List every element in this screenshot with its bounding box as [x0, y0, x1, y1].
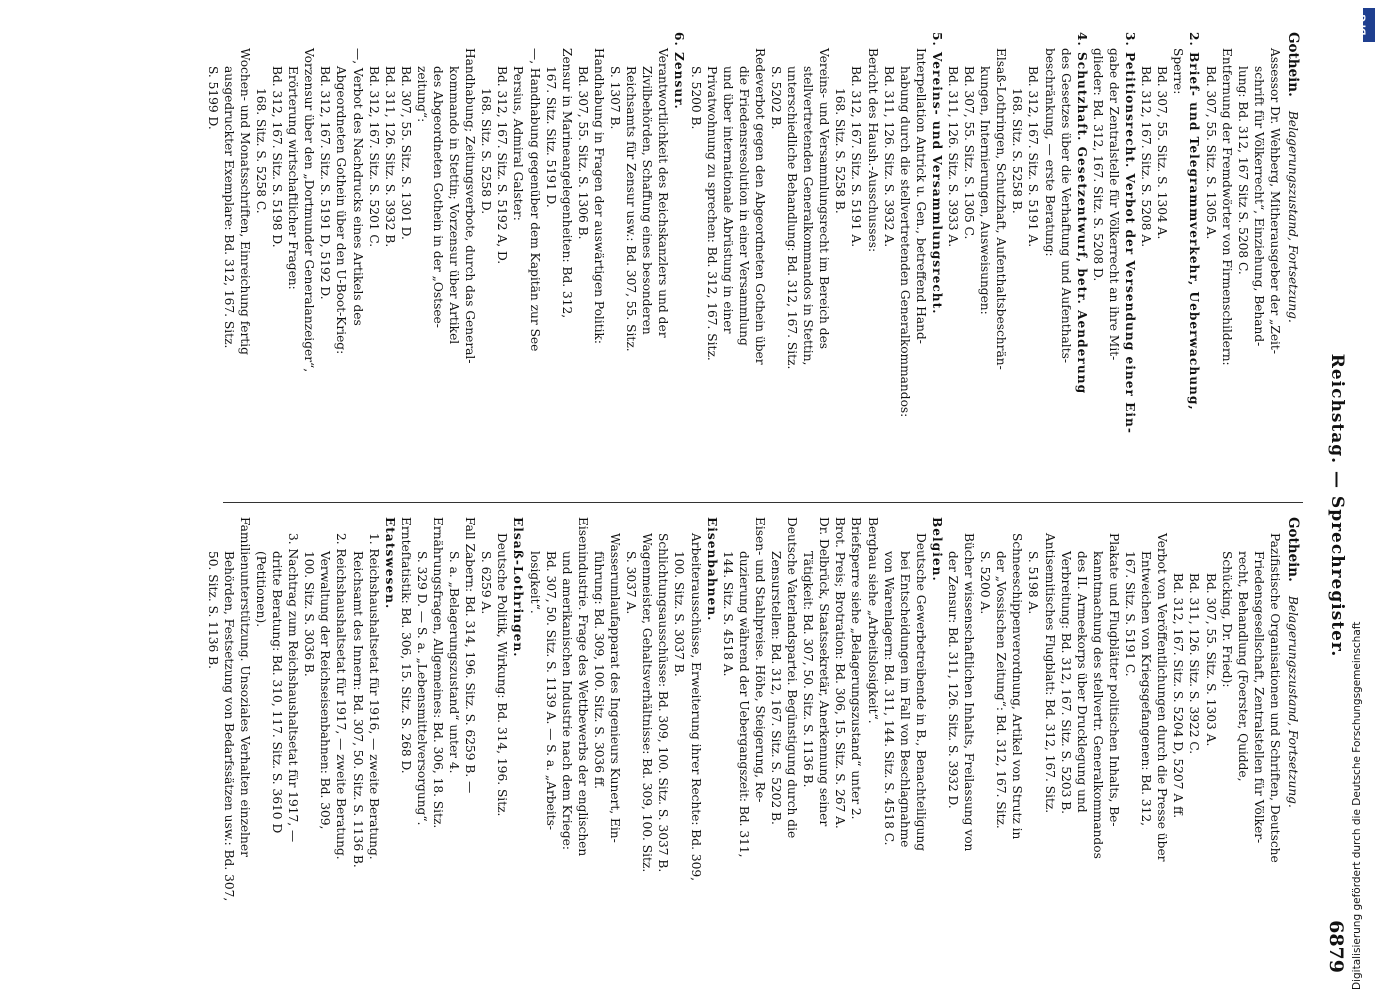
- index-entry-line: Reichsamt des Innern: Bd. 307, 50. Sitz. S. 1136 B.: [350, 551, 365, 868]
- index-entry-line: Bd. 307, 55. Sitz. S. 1305 C.: [962, 66, 977, 240]
- index-entry-line: Wagenmeister, Gehaltsverhältnisse: Bd. 309, 100. Sitz.: [640, 533, 655, 873]
- page-number: 6879: [1325, 920, 1347, 973]
- index-entry-line: Bd. 312, 167. Sitz. S. 5201 C.: [366, 66, 381, 248]
- index-entry-line: Deutsche Politik, Wirkung: Bd. 314, 196. Sitz.: [495, 533, 510, 817]
- index-entry-line: —, Verbot des Nachdrucks eines Artikels des: [350, 48, 365, 326]
- index-entry-line: Schlichtungsausschüsse: Bd. 309, 100. Sitz. S. 3037 B.: [656, 533, 671, 873]
- index-entry-line: Fall Zabern: Bd. 314, 196. Sitz. S. 6259 B. —: [463, 517, 478, 794]
- index-entry-line: Reichsamts für Zensur usw.: Bd. 307, 55. Sitz.: [624, 66, 639, 352]
- index-entry-line: Zensur in Marineangelegenheiten: Bd. 312,: [559, 48, 574, 319]
- index-entry-line: Elsaß-Lothringen, Schutzhaft, Aufenthaltsbeschrän-: [994, 48, 1009, 370]
- index-entry-line: 3. Nachtrag zum Reichshaushaltsetat für 1917, —: [286, 533, 301, 843]
- index-entry-line: des Abgeordneten Gothein in der „Ostsee-: [431, 66, 446, 328]
- index-entry-line: Entweichen von Kriegsgefangenen: Bd. 312,: [1139, 551, 1154, 827]
- index-entry-line: Bd. 311, 126. Sitz. S. 3932 B.: [382, 66, 397, 248]
- index-entry-line: (Petitionen).: [254, 551, 268, 628]
- dfg-credit-text: Digitalisierung gefördert durch die Deutsche Forschungsgemeinschaft: [1351, 621, 1363, 990]
- index-entry-line: 167. Sitz. Sitz. 5191 D.: [543, 66, 558, 208]
- index-entry-line: S. 5200 A.: [978, 551, 993, 615]
- index-entry-line: Bergbau siehe „Arbeitslosigkeit“.: [865, 517, 880, 724]
- section-heading: 5. Vereins- und Versammlungsrecht.: [929, 32, 944, 315]
- index-entry-line: Brot. Preis; Brotration: Bd. 306, 15. Sitz. S. 267 A.: [833, 517, 848, 829]
- index-entry-line: Interpellation Antrick u. Gen., betreffend Hand-: [913, 48, 928, 344]
- index-entry-line: Privatwohnung zu sprechen: Bd. 312, 167. Sitz.: [704, 66, 719, 361]
- running-title: Reichstag. — Sprechregister.: [1327, 353, 1347, 658]
- digitization-sidebar: [1347, 10, 1377, 990]
- index-entry-line: Bd. 307, 55. Sitz. S. 1304 A.: [1155, 66, 1170, 240]
- index-entry-line: 100. Sitz. S. 3037 B.: [672, 551, 687, 677]
- index-entry-line: des II. Armeekorps über Drucklegung und: [1074, 551, 1089, 813]
- index-entry-line: Pazifistische Organisationen und Schriften, Deutsche: [1267, 533, 1282, 863]
- index-entry-line: glieder: Bd. 312, 167. Sitz. S. 5208 D.: [1090, 48, 1105, 282]
- index-entry-line: schrift für Völkerrecht“, Einziehung, Behand-: [1251, 66, 1266, 347]
- index-entry-line: kungen, Internierungen, Ausweisungen:: [978, 66, 993, 315]
- entry-lines: [205, 517, 1283, 957]
- index-entry-line: Entfernung der Fremdwörter von Firmenschildern:: [1219, 48, 1234, 366]
- index-entry-line: S. 3037 A.: [624, 551, 639, 615]
- index-entry-line: führung: Bd. 309, 100. Sitz. S. 3036 ff.: [591, 551, 606, 790]
- index-entry-line: 2. Reichshaushaltsetat für 1917, — zweite Beratung.: [334, 533, 349, 860]
- index-entry-line: S. 5202 B.: [769, 66, 783, 130]
- index-entry-line: Friedensgesellschaft, Zentralstellen für Völker-: [1251, 551, 1266, 844]
- index-entry-line: Bd. 311, 126. Sitz. S. 3922 C.: [1187, 573, 1202, 755]
- section-continuation: Belagerungszustand, Fortsetzung.: [1286, 595, 1300, 808]
- index-entry-line: losigkeit“.: [527, 551, 542, 614]
- index-entry-line: Verantwortlichkeit des Reichskanzlers und der: [656, 48, 671, 338]
- index-entry-line: der „Vossischen Zeitung“: Bd. 312, 167. Sitz.: [994, 551, 1009, 829]
- index-entry-line: 144. Sitz. S. 4518 A.: [720, 551, 735, 677]
- index-entry-line: Ernährungsfragen, Allgemeines: Bd. 306, 18. Sitz.: [431, 517, 446, 829]
- index-entry-line: von Warenlagern: Bd. 311, 144. Sitz. S. 4518 C.: [881, 551, 896, 846]
- index-entry-line: Bd. 312, 167. Sitz. S. 5191 A.: [849, 66, 864, 248]
- index-entry-line: S. 1307 B.: [608, 66, 623, 130]
- section-continuation: Belagerungszustand, Fortsetzung.: [1286, 110, 1300, 323]
- index-entry-line: Handhabung; Zeitungsverbote, durch das General-: [463, 48, 478, 364]
- index-entry-line: 167. Sitz. S. 5191 C.: [1123, 551, 1138, 677]
- index-entry-line: bei Entscheidungen im Fall von Beschlagnahme: [897, 551, 912, 848]
- index-entry-line: Bücher wissenschaftlichen Inhalts, Freilassung von: [962, 533, 977, 852]
- index-entry-line: Wasserumlaufapparat des Ingenieurs Kunert, Ein-: [608, 533, 623, 843]
- speaker-name: Gothein.: [1285, 32, 1301, 97]
- index-entry-line: beschränkung, — erste Beratung:: [1042, 48, 1057, 257]
- dfg-logo-text: DFG: [1358, 14, 1369, 36]
- index-entry-line: des Gesetzes über die Verhaftung und Aufenthalts-: [1058, 48, 1073, 363]
- index-entry-line: Zivilbehörden, Schaffung eines besonderen: [640, 66, 655, 335]
- index-entry-line: lung: Bd. 312, 167 Sitz S. 5208 C.: [1235, 66, 1250, 275]
- index-entry-line: gabe der Zentralstelle für Völkerrecht an ihre Mit-: [1106, 48, 1121, 361]
- index-entry-line: und über internationale Abrüstung in einer: [720, 66, 735, 334]
- index-entry-line: Sperre:: [1171, 48, 1186, 95]
- index-entry-line: Assessor Dr. Wehberg, Mitherausgeber der „Zeit-: [1267, 48, 1282, 354]
- index-entry-line: Antisemitisches Flugblatt: Bd. 312, 167. Sitz.: [1042, 533, 1057, 814]
- column-heading: [1285, 32, 1301, 472]
- index-entry-line: Zensurstellen: Bd. 312, 167. Sitz. S. 5202 B.: [769, 551, 783, 825]
- index-entry-line: dritte Beratung: Bd. 310, 117. Sitz. S. 3610 D: [270, 551, 285, 834]
- index-entry-line: Schneeschippenverordnung, Artikel von Strutz in: [1010, 533, 1025, 840]
- index-entry-line: kommando in Stettin; Vorzensur über Artikel: [447, 66, 462, 345]
- dfg-logo: [1358, 8, 1375, 42]
- entry-lines: [205, 32, 1283, 472]
- speaker-name: Gothein.: [1285, 517, 1301, 582]
- index-entry-line: der Zensur: Bd. 311, 126. Sitz. S. 3932 D.: [946, 551, 961, 809]
- index-entry-line: Bd. 312, 167. Sitz. S. 5198 D.: [270, 66, 285, 248]
- index-entry-line: 168. Sitz. S. 5258 D.: [479, 88, 494, 215]
- index-entry-line: zeitung“:: [414, 66, 429, 123]
- index-entry-line: Bd. 307, 55. Sitz. S. 1305 A.: [1203, 66, 1218, 240]
- index-entry-line: —, Handhabung gegenüber dem Kapitän zur See: [527, 48, 542, 352]
- right-column: [205, 517, 1301, 957]
- index-entry-line: Redeverbot gegen den Abgeordneten Gothein über: [752, 48, 767, 365]
- index-entry-line: S. 329 D. — S. a. „Lebensmittelversorgung“.: [414, 551, 429, 826]
- index-entry-line: S. 6259 A.: [479, 551, 494, 615]
- index-entry-line: Verbreitung: Bd. 312, 167. Sitz. S. 5203 B.: [1058, 551, 1073, 815]
- index-entry-line: und amerikanischen Industrie nach dem Kriege:: [559, 551, 574, 850]
- index-entry-line: S. 5200 B.: [688, 66, 703, 130]
- index-entry-line: Deutsche Gewerbetreibende in B., Benachteiligung: [913, 533, 928, 852]
- index-entry-line: Arbeiterausschüsse, Erweiterung ihrer Rechte: Bd. 309,: [688, 533, 703, 881]
- index-entry-line: Bd. 312, 167. Sitz. S. 5191 D, 5192 D.: [318, 66, 333, 300]
- index-entry-line: Wochen- und Monatsschriften, Einreichung fertig: [237, 48, 252, 355]
- index-entry-line: Verbot von Veröffentlichungen durch die Presse über: [1155, 533, 1170, 862]
- index-entry-line: Bd. 312, 167. Sitz. S. 5191 A.: [1026, 66, 1041, 248]
- index-entry-line: Plakate und Flugblätter politischen Inhalts, Be-: [1106, 533, 1121, 827]
- index-entry-line: 168. Sitz. S. 5258 B.: [833, 88, 848, 214]
- index-entry-line: Erörterung wirtschaftlicher Fragen:: [286, 66, 301, 290]
- index-entry-line: 168. Sitz. S. 5258 B.: [1010, 88, 1025, 214]
- index-entry-line: Bd. 307, 55. Sitz. S. 1306 B.: [575, 66, 590, 240]
- index-entry-line: ausgedruckter Exemplare: Bd. 312, 167. Sitz.: [221, 66, 236, 349]
- index-entry-line: Abgeordneten Gothein über den U-Boot-Krieg:: [334, 66, 349, 355]
- column-divider: [223, 502, 1303, 503]
- index-entry-line: 1. Reichshaushaltsetat für 1916, — zweite Beratung.: [366, 533, 381, 860]
- index-entry-line: Handhabung in Fragen der auswärtigen Politik:: [591, 48, 606, 345]
- column-heading: [1285, 517, 1301, 957]
- section-heading: 4. Schutzhaft. Gesetzentwurf, betr. Aenderung: [1074, 32, 1089, 395]
- section-heading: 2. Brief- und Telegrammverkehr, Ueberwachung,: [1187, 32, 1202, 411]
- index-entry-line: duzierung während der Uebergangszeit: Bd. 311,: [736, 551, 751, 858]
- index-entry-line: stellvertretenden Generalkommandos in Stettin,: [801, 66, 816, 366]
- index-entry-line: Eisenindustrie. Frage des Wettbewerbs der englischen: [575, 517, 590, 857]
- section-heading: Belgien.: [929, 517, 944, 582]
- index-entry-line: Dr. Delbrück, Staatssekretär, Anerkennung seiner: [817, 517, 832, 827]
- index-entry-line: Eisen- und Stahlpreise. Höhe, Steigerung, Re-: [752, 517, 767, 803]
- index-entry-line: unterschiedliche Behandlung: Bd. 312, 167. Sitz.: [785, 66, 800, 370]
- index-entry-line: 100. Sitz. S. 3036 B.: [302, 551, 317, 677]
- index-entry-line: kanntmachung des stellvertr. Generalkommandos: [1090, 551, 1105, 859]
- left-column: [205, 32, 1301, 472]
- index-entry-line: Persius, Admiral Galster:: [511, 66, 526, 221]
- index-entry-line: Deutsche Vaterlandspartei. Begünstigung durch die: [785, 517, 800, 839]
- index-entry-line: S. a. „Belagerungszustand“ unter 4.: [447, 551, 462, 774]
- index-entry-line: Bd. 312, 167. Sitz. S. 5192 A, D.: [495, 66, 510, 265]
- index-entry-line: Familienunterstützung. Unsoziales Verhalten einzelner: [237, 517, 252, 857]
- index-entry-line: Bd. 311, 126. Sitz. S. 3933 A.: [946, 66, 961, 248]
- index-entry-line: S. 5199 D.: [205, 66, 220, 130]
- index-entry-line: Behörden, Festsetzung von Bedarfssätzen usw.: Bd. 307,: [221, 551, 236, 902]
- index-entry-line: Bd. 307, 55. Sitz. S. 1303 A.: [1203, 573, 1218, 747]
- index-entry-line: Verwaltung der Reichseisenbahnen: Bd. 309,: [318, 551, 333, 830]
- index-entry-line: Bd. 307, 50. Sitz. S. 1139 A. — S. a. „Arbeits-: [543, 551, 558, 831]
- index-entry-line: Vereins- und Versammlungsrecht im Bereich des: [817, 48, 832, 350]
- section-heading: Elsaß-Lothringen.: [511, 517, 526, 658]
- section-heading: 3. Petitionsrecht. Verbot der Versendung einer Ein-: [1123, 32, 1138, 434]
- index-entry-line: Tätigkeit: Bd. 307, 50. Sitz. S. 1136 B.: [801, 551, 816, 788]
- index-entry-line: Ernteſtatistik: Bd. 306, 15. Sitz. S. 268 D.: [398, 517, 413, 774]
- index-entry-line: Bd. 311, 126. Sitz. S. 3932 A.: [881, 66, 896, 248]
- section-heading: Etatswesen.: [382, 517, 397, 610]
- index-entry-line: die Friedensresolution in einer Versammlung: [736, 66, 751, 346]
- index-entry-line: Bd. 312, 167. Sitz. S. 5208 A.: [1139, 66, 1154, 248]
- index-entry-line: S. 5198 A.: [1026, 551, 1041, 615]
- index-entry-line: Bd. 312, 167. Sitz. S. 5204 D, 5207 A ff.: [1171, 573, 1186, 819]
- index-entry-line: Bd. 307, 55. Sitz. S. 1301 D.: [398, 66, 413, 240]
- index-entry-line: Bericht des Haush.-Ausschusses:: [865, 48, 880, 253]
- index-entry-line: Vorzensur über den „Dortmunder Generalanzeiger“,: [302, 48, 317, 373]
- index-entry-line: 50. Sitz. S. 1136 B.: [205, 551, 220, 669]
- index-entry-line: 168. Sitz. S. 5258 C.: [254, 88, 268, 214]
- section-heading: 6. Zensur.: [672, 32, 687, 110]
- section-heading: Eisenbahnen.: [704, 517, 719, 622]
- index-entry-line: Briefsperre siehe „Belagerungszustand“ unter 2.: [849, 517, 864, 820]
- index-entry-line: Schücking, Dr. Fried):: [1219, 551, 1234, 688]
- index-entry-line: recht, Behandlung (Foerster, Quidde,: [1235, 551, 1250, 782]
- index-entry-line: habung durch die stellvertretenden Generalkommandos:: [897, 66, 912, 418]
